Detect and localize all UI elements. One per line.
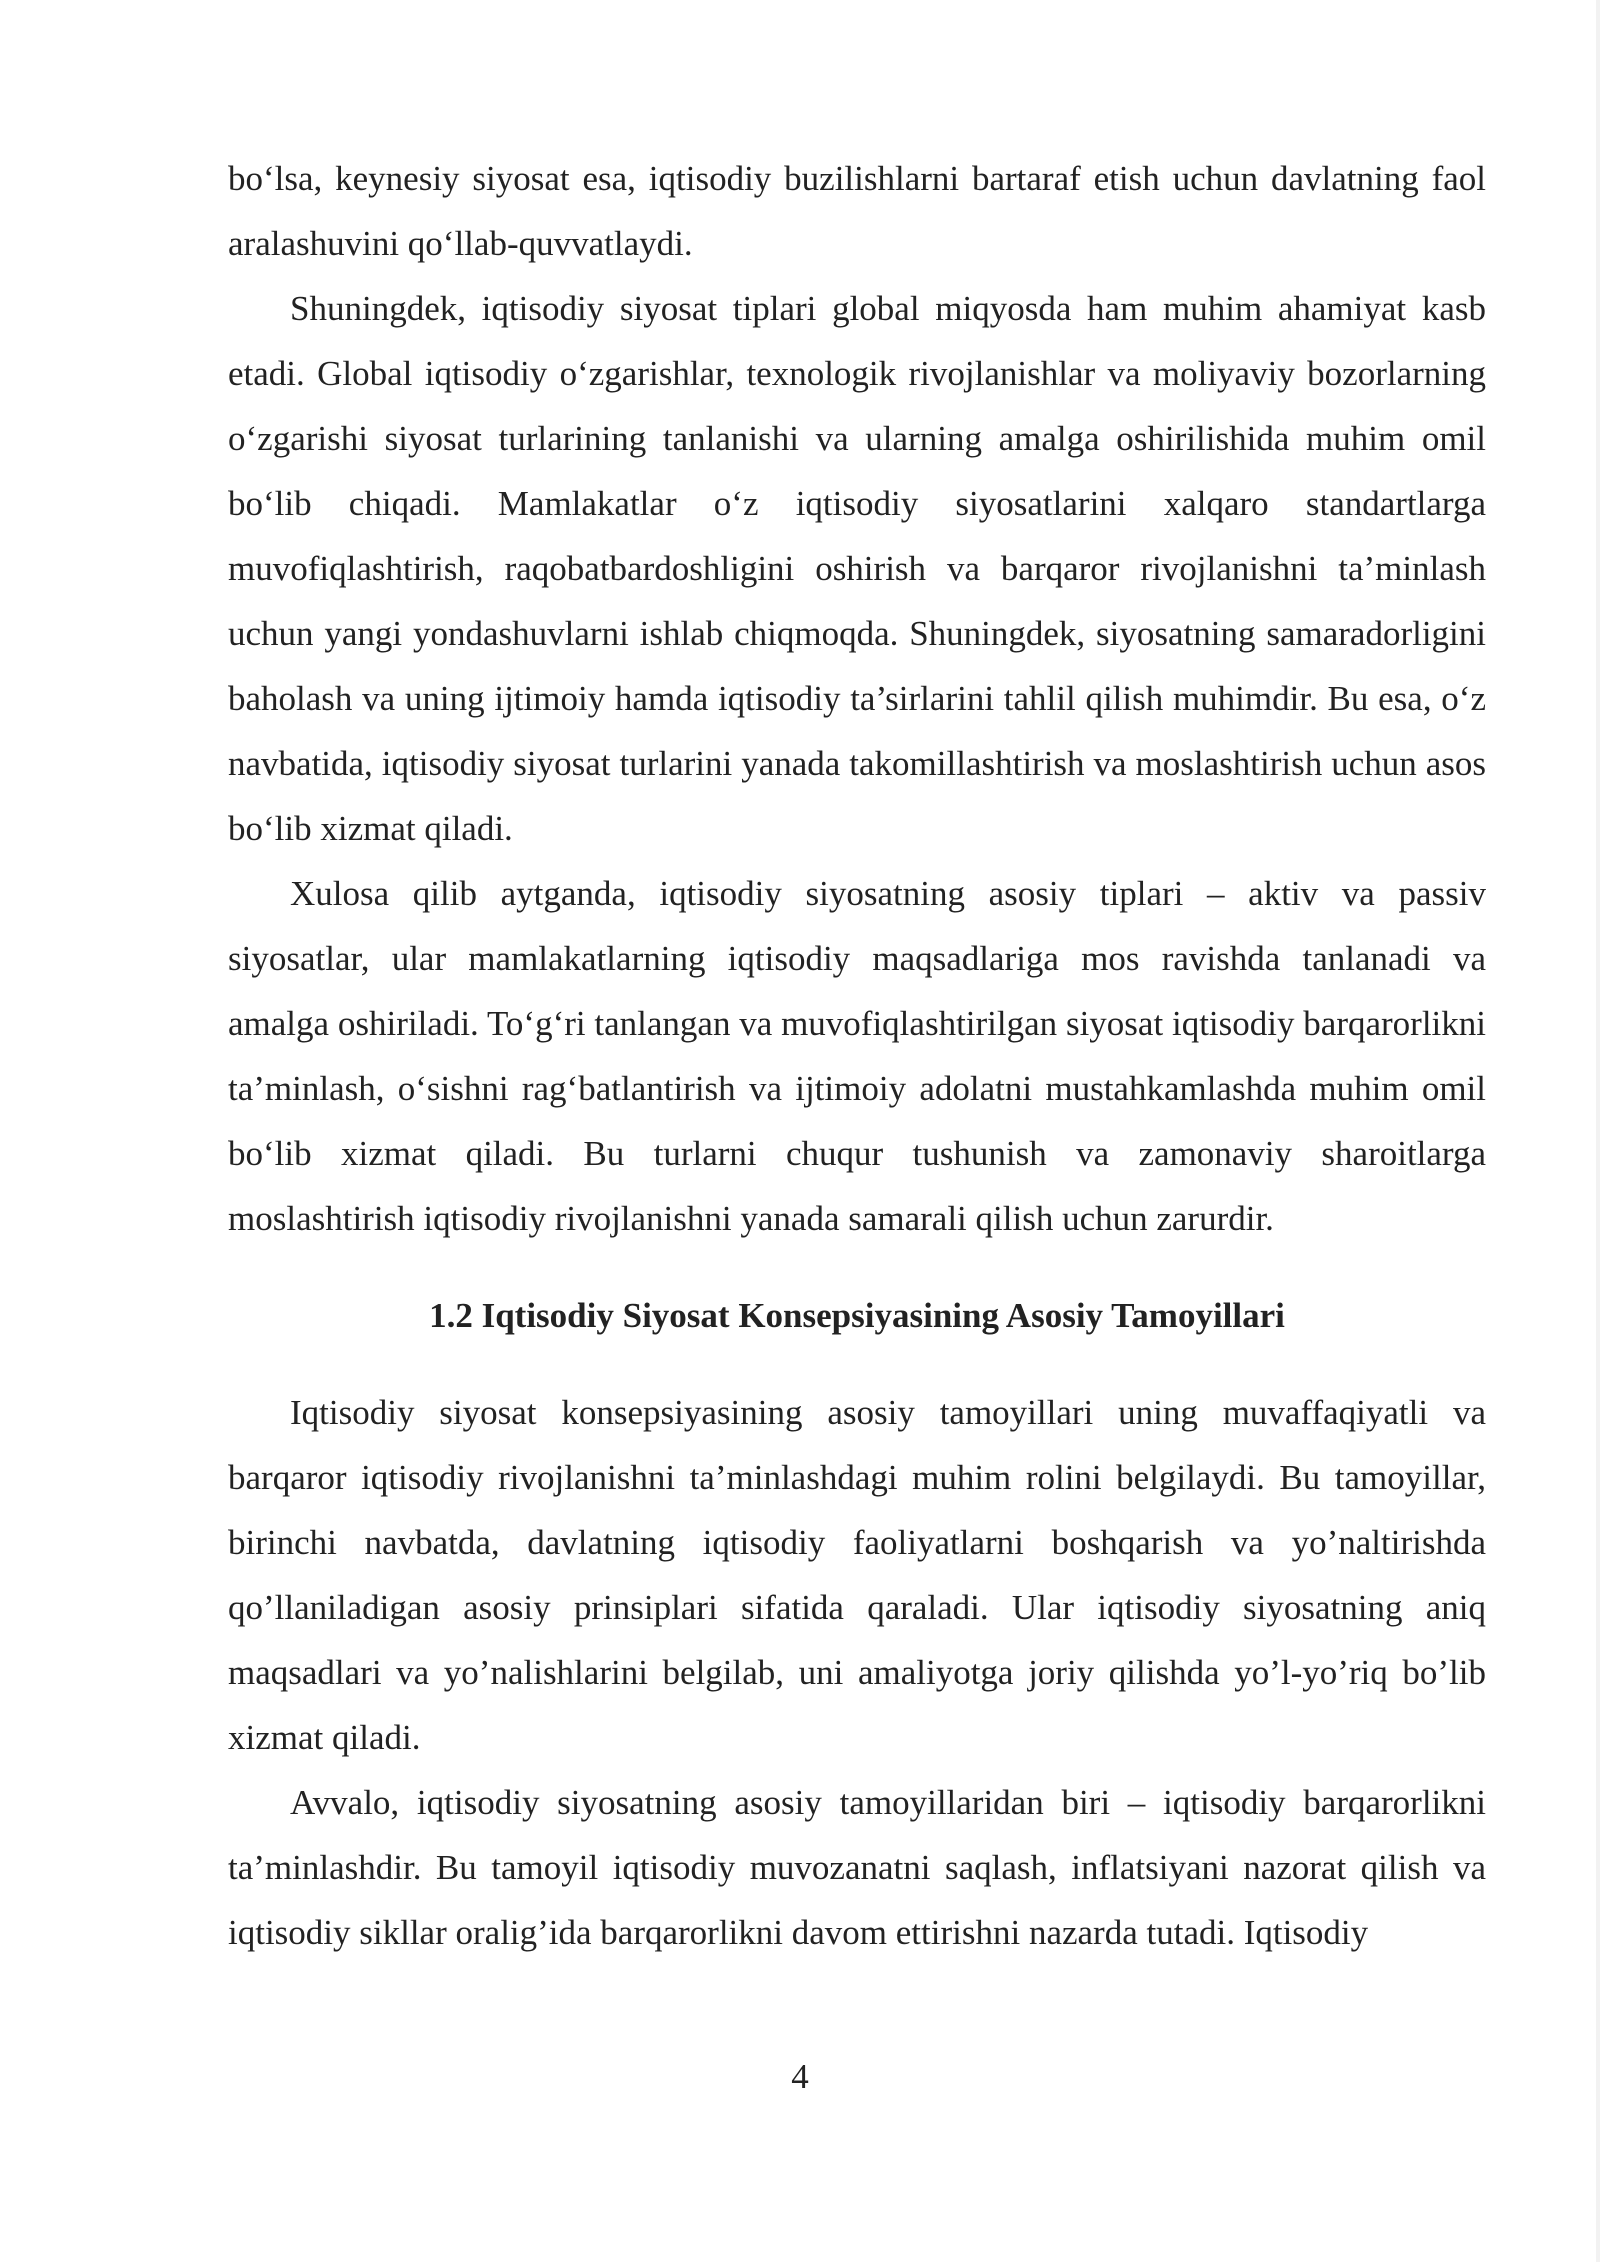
paragraph-continuation: bo‘lsa, keynesiy siyosat esa, iqtisodiy buzilishlarni bartaraf etish uchun davlatning faol aralashuvini qo‘llab-quvvatlaydi. [228, 159, 1486, 263]
paragraph: Shuningdek, iqtisodiy siyosat tiplari global miqyosda ham muhim ahamiyat kasb etadi. Global iqtisodiy o‘zgarishlar, texnologik rivojlanishlar va moliyaviy bozorlarning o‘zgarishi siyosat turlarining tanlanishi va ularning amalga oshirilishida muhim omil bo‘lib chiqadi. Mamlakatlar o‘z iqtisodiy siyosatlarini xalqaro standartlarga muvofiqlashtirish, raqobatbardoshligini oshirish va barqaror rivojlanishni ta’minlash uchun yangi yondashuvlarni ishlab chiqmoqda. Shuningdek, siyosatning samaradorligini baholash va uning ijtimoiy hamda iqtisodiy ta’sirlarini tahlil qilish muhimdir. Bu esa, o‘z navbatida, iqtisodiy siyosat turlarini yanada takomillashtirish va moslashtirish uchun asos bo‘lib xizmat qiladi. [228, 289, 1486, 848]
paragraph: Xulosa qilib aytganda, iqtisodiy siyosatning asosiy tiplari – aktiv va passiv siyosatlar, ular mamlakatlarning iqtisodiy maqsadlariga mos ravishda tanlanadi va amalga oshiriladi. To‘g‘ri tanlangan va muvofiqlashtirilgan siyosat iqtisodiy barqarorlikni ta’minlash, o‘sishni rag‘batlantirish va ijtimoiy adolatni mustahkamlashda muhim omil bo‘lib xizmat qiladi. Bu turlarni chuqur tushunish va zamonaviy sharoitlarga moslashtirish iqtisodiy rivojlanishni yanada samarali qilish uchun zarurdir. [228, 874, 1486, 1238]
page-number: 4 [791, 2057, 809, 2096]
page-content [228, 146, 1486, 1965]
section-heading: 1.2 Iqtisodiy Siyosat Konsepsiyasining Asosiy Tamoyillari [429, 1296, 1285, 1335]
paragraph: Iqtisodiy siyosat konsepsiyasining asosiy tamoyillari uning muvaffaqiyatli va barqaror iqtisodiy rivojlanishni ta’minlashdagi muhim rolini belgilaydi. Bu tamoyillar, birinchi navbatda, davlatning iqtisodiy faoliyatlarni boshqarish va yo’naltirishda qo’llaniladigan asosiy prinsiplari sifatida qaraladi. Ular iqtisodiy siyosatning aniq maqsadlari va yo’nalishlarini belgilab, uni amaliyotga joriy qilishda yo’l-yo’riq bo’lib xizmat qiladi. [228, 1393, 1486, 1757]
page-edge-divider [1596, 0, 1600, 2262]
paragraph: Avvalo, iqtisodiy siyosatning asosiy tamoyillaridan biri – iqtisodiy barqarorlikni ta’minlashdir. Bu tamoyil iqtisodiy muvozanatni saqlash, inflatsiyani nazorat qilish va iqtisodiy sikllar oralig’ida barqarorlikni davom ettirishni nazarda tutadi. Iqtisodiy [228, 1783, 1486, 1952]
